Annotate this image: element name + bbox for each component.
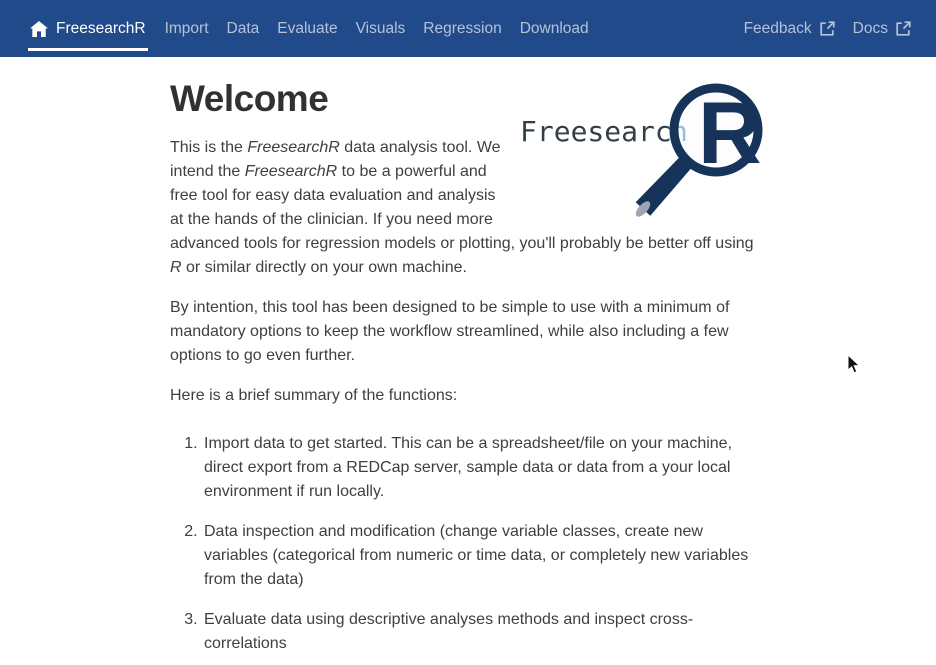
intro-text: to be a powerful and free tool for easy data evaluation and analysis at the hands of the clinician. If you need more advanced tools for regression models or plotting, you'll probably be better off using <box>170 162 754 252</box>
nav-item-label: Docs <box>852 19 888 37</box>
logo-text-dark: Freesearc <box>520 115 672 148</box>
intro-text: This is the <box>170 138 248 156</box>
nav-brand-label: FreesearchR <box>56 19 146 37</box>
design-paragraph: By intention, this tool has been designed to be simple to use with a minimum of mandatory options to keep the workflow streamlined, while also including a few options to go even further. <box>170 298 730 364</box>
nav-item-label: Data <box>226 19 260 37</box>
nav-item-feedback[interactable] <box>735 0 844 57</box>
nav-item-label: Download <box>519 19 589 37</box>
navbar-right-group <box>735 0 920 57</box>
summary-paragraph: Here is a brief summary of the functions: <box>170 386 458 404</box>
active-tab-underline <box>28 48 148 51</box>
freesearchr-logo <box>516 69 766 219</box>
navbar-left-group <box>28 0 598 57</box>
nav-item-data[interactable] <box>218 0 269 57</box>
intro-text: or similar directly on your own machine. <box>181 258 467 276</box>
external-link-icon <box>896 21 911 36</box>
nav-item-visuals[interactable] <box>347 0 415 57</box>
welcome-panel <box>170 57 766 656</box>
list-item-import: 1. Import data to get started. This can be a spreadsheet/file on your machine, direct export from a REDCap server, sample data or data from a your local environment if run locally. <box>202 432 766 504</box>
intro-italic-freesearchr: FreesearchR <box>244 162 338 180</box>
intro-italic-freesearchr: FreesearchR <box>247 138 340 156</box>
page-title: Welcome <box>170 78 329 119</box>
nav-item-docs[interactable] <box>844 0 920 57</box>
logo-letter-r: R <box>698 83 762 182</box>
nav-item-label: Regression <box>423 19 502 37</box>
logo-text-light: h <box>671 115 688 148</box>
home-icon <box>30 21 48 37</box>
navbar <box>0 0 936 57</box>
nav-item-label: Feedback <box>743 19 812 37</box>
nav-item-download[interactable] <box>511 0 598 57</box>
intro-text: data analysis tool. We intend the <box>170 138 501 180</box>
intro-italic-r: R <box>170 258 182 276</box>
nav-item-regression[interactable] <box>414 0 510 57</box>
nav-brand-freesearchr[interactable] <box>28 0 148 57</box>
list-item-evaluate: 3. Evaluate data using descriptive analyses methods and inspect cross-correlations <box>202 608 766 656</box>
nav-item-import[interactable] <box>156 0 218 57</box>
main-content <box>0 57 936 656</box>
nav-item-label: Visuals <box>355 19 406 37</box>
nav-item-label: Evaluate <box>277 19 338 37</box>
function-list <box>170 432 766 656</box>
nav-item-evaluate[interactable] <box>268 0 346 57</box>
external-link-icon <box>820 21 835 36</box>
nav-item-label: Import <box>164 19 209 37</box>
list-item-data-inspection: 2. Data inspection and modification (change variable classes, create new variables (categorical from numeric or time data, or completely new variables from the data) <box>202 520 766 592</box>
